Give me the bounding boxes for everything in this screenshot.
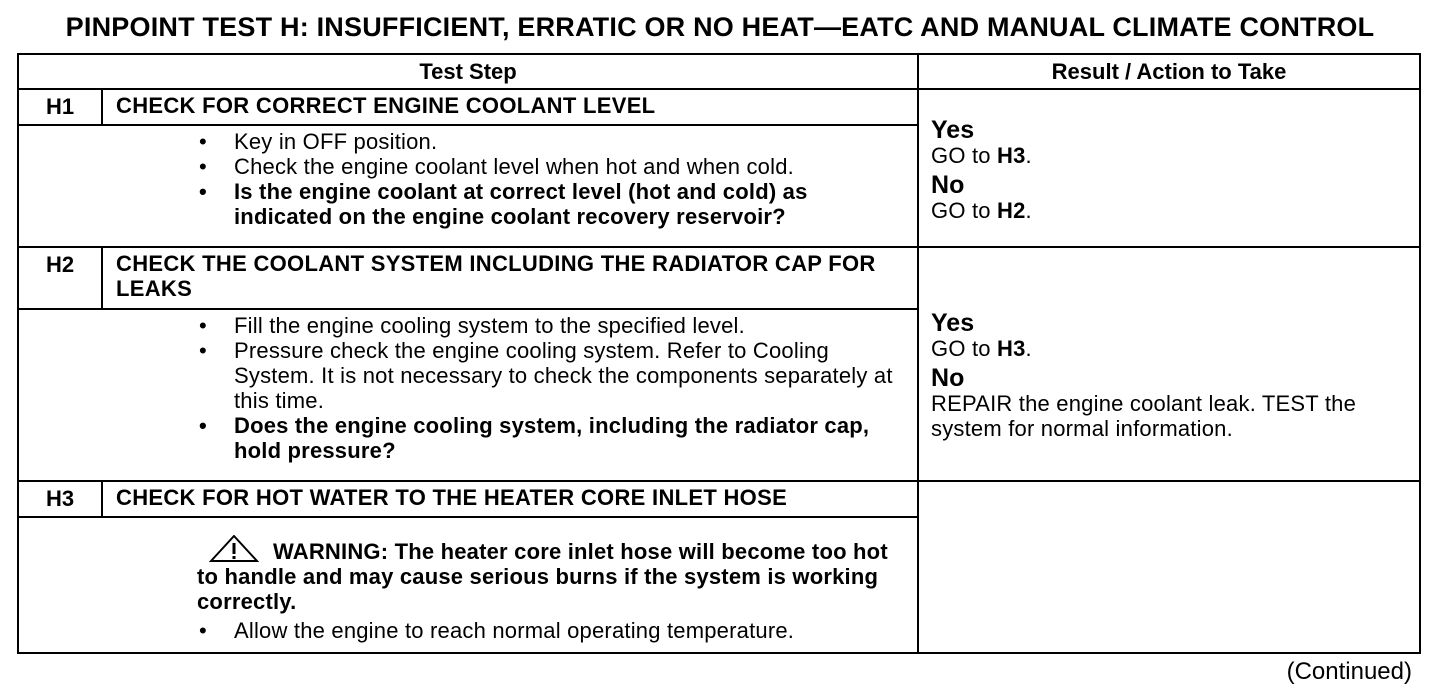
step-body bbox=[102, 517, 918, 653]
step-h3-result bbox=[918, 481, 1420, 653]
step-title: CHECK FOR CORRECT ENGINE COOLANT LEVEL bbox=[102, 89, 918, 125]
no-label: No bbox=[931, 171, 965, 199]
warning-triangle-icon bbox=[209, 535, 259, 563]
list-item: • Key in OFF position. bbox=[102, 129, 909, 154]
step-title: CHECK THE COOLANT SYSTEM INCLUDING THE RADIATOR CAP FOR LEAKS bbox=[102, 247, 918, 309]
step-h3-title-row bbox=[18, 481, 1420, 517]
result-header: Result / Action to Take bbox=[918, 54, 1420, 89]
step-h2-title-row bbox=[18, 247, 1420, 309]
list-item: • Check the engine coolant level when hot and when cold. bbox=[102, 154, 909, 179]
continued-note: (Continued) bbox=[1286, 658, 1412, 685]
step-h1-title-row bbox=[18, 89, 1420, 125]
list-item: • Allow the engine to reach normal operating temperature. bbox=[102, 618, 909, 643]
step-title: CHECK FOR HOT WATER TO THE HEATER CORE INLET HOSE bbox=[102, 481, 918, 517]
step-question: • Does the engine cooling system, including the radiator cap, hold pressure? bbox=[102, 413, 909, 463]
step-h2-result bbox=[918, 247, 1420, 481]
yes-action: GO to H3. bbox=[931, 336, 1032, 361]
step-id: H1 bbox=[18, 89, 102, 125]
list-item: • Fill the engine cooling system to the specified level. bbox=[102, 313, 909, 338]
step-body bbox=[102, 309, 918, 481]
warning-text-block bbox=[102, 521, 909, 614]
step-id: H2 bbox=[18, 247, 102, 309]
pinpoint-test-table bbox=[17, 53, 1421, 654]
test-step-header: Test Step bbox=[18, 54, 918, 89]
step-question: • Is the engine coolant at correct level (hot and cold) as indicated on the engine coolant recovery reservoir? bbox=[102, 179, 909, 229]
yes-label: Yes bbox=[931, 116, 975, 144]
list-item: • Pressure check the engine cooling system. Refer to Cooling System. It is not necessary to check the components separately at this time. bbox=[102, 338, 909, 413]
no-action: REPAIR the engine coolant leak. TEST the system for normal information. bbox=[931, 391, 1357, 441]
warning-text: WARNING: The heater core inlet hose will become too hot to handle and may cause serious burns if the system is working correctly. bbox=[197, 539, 888, 614]
page-title: PINPOINT TEST H: INSUFFICIENT, ERRATIC OR NO HEAT—EATC AND MANUAL CLIMATE CONTROL bbox=[65, 12, 1375, 42]
step-h1-result bbox=[918, 89, 1420, 247]
step-id: H3 bbox=[18, 481, 102, 517]
table-header-row bbox=[18, 54, 1420, 89]
no-label: No bbox=[931, 364, 965, 392]
yes-action: GO to H3. bbox=[931, 143, 1032, 168]
yes-label: Yes bbox=[931, 309, 975, 337]
step-body bbox=[102, 125, 918, 247]
no-action: GO to H2. bbox=[931, 198, 1032, 223]
